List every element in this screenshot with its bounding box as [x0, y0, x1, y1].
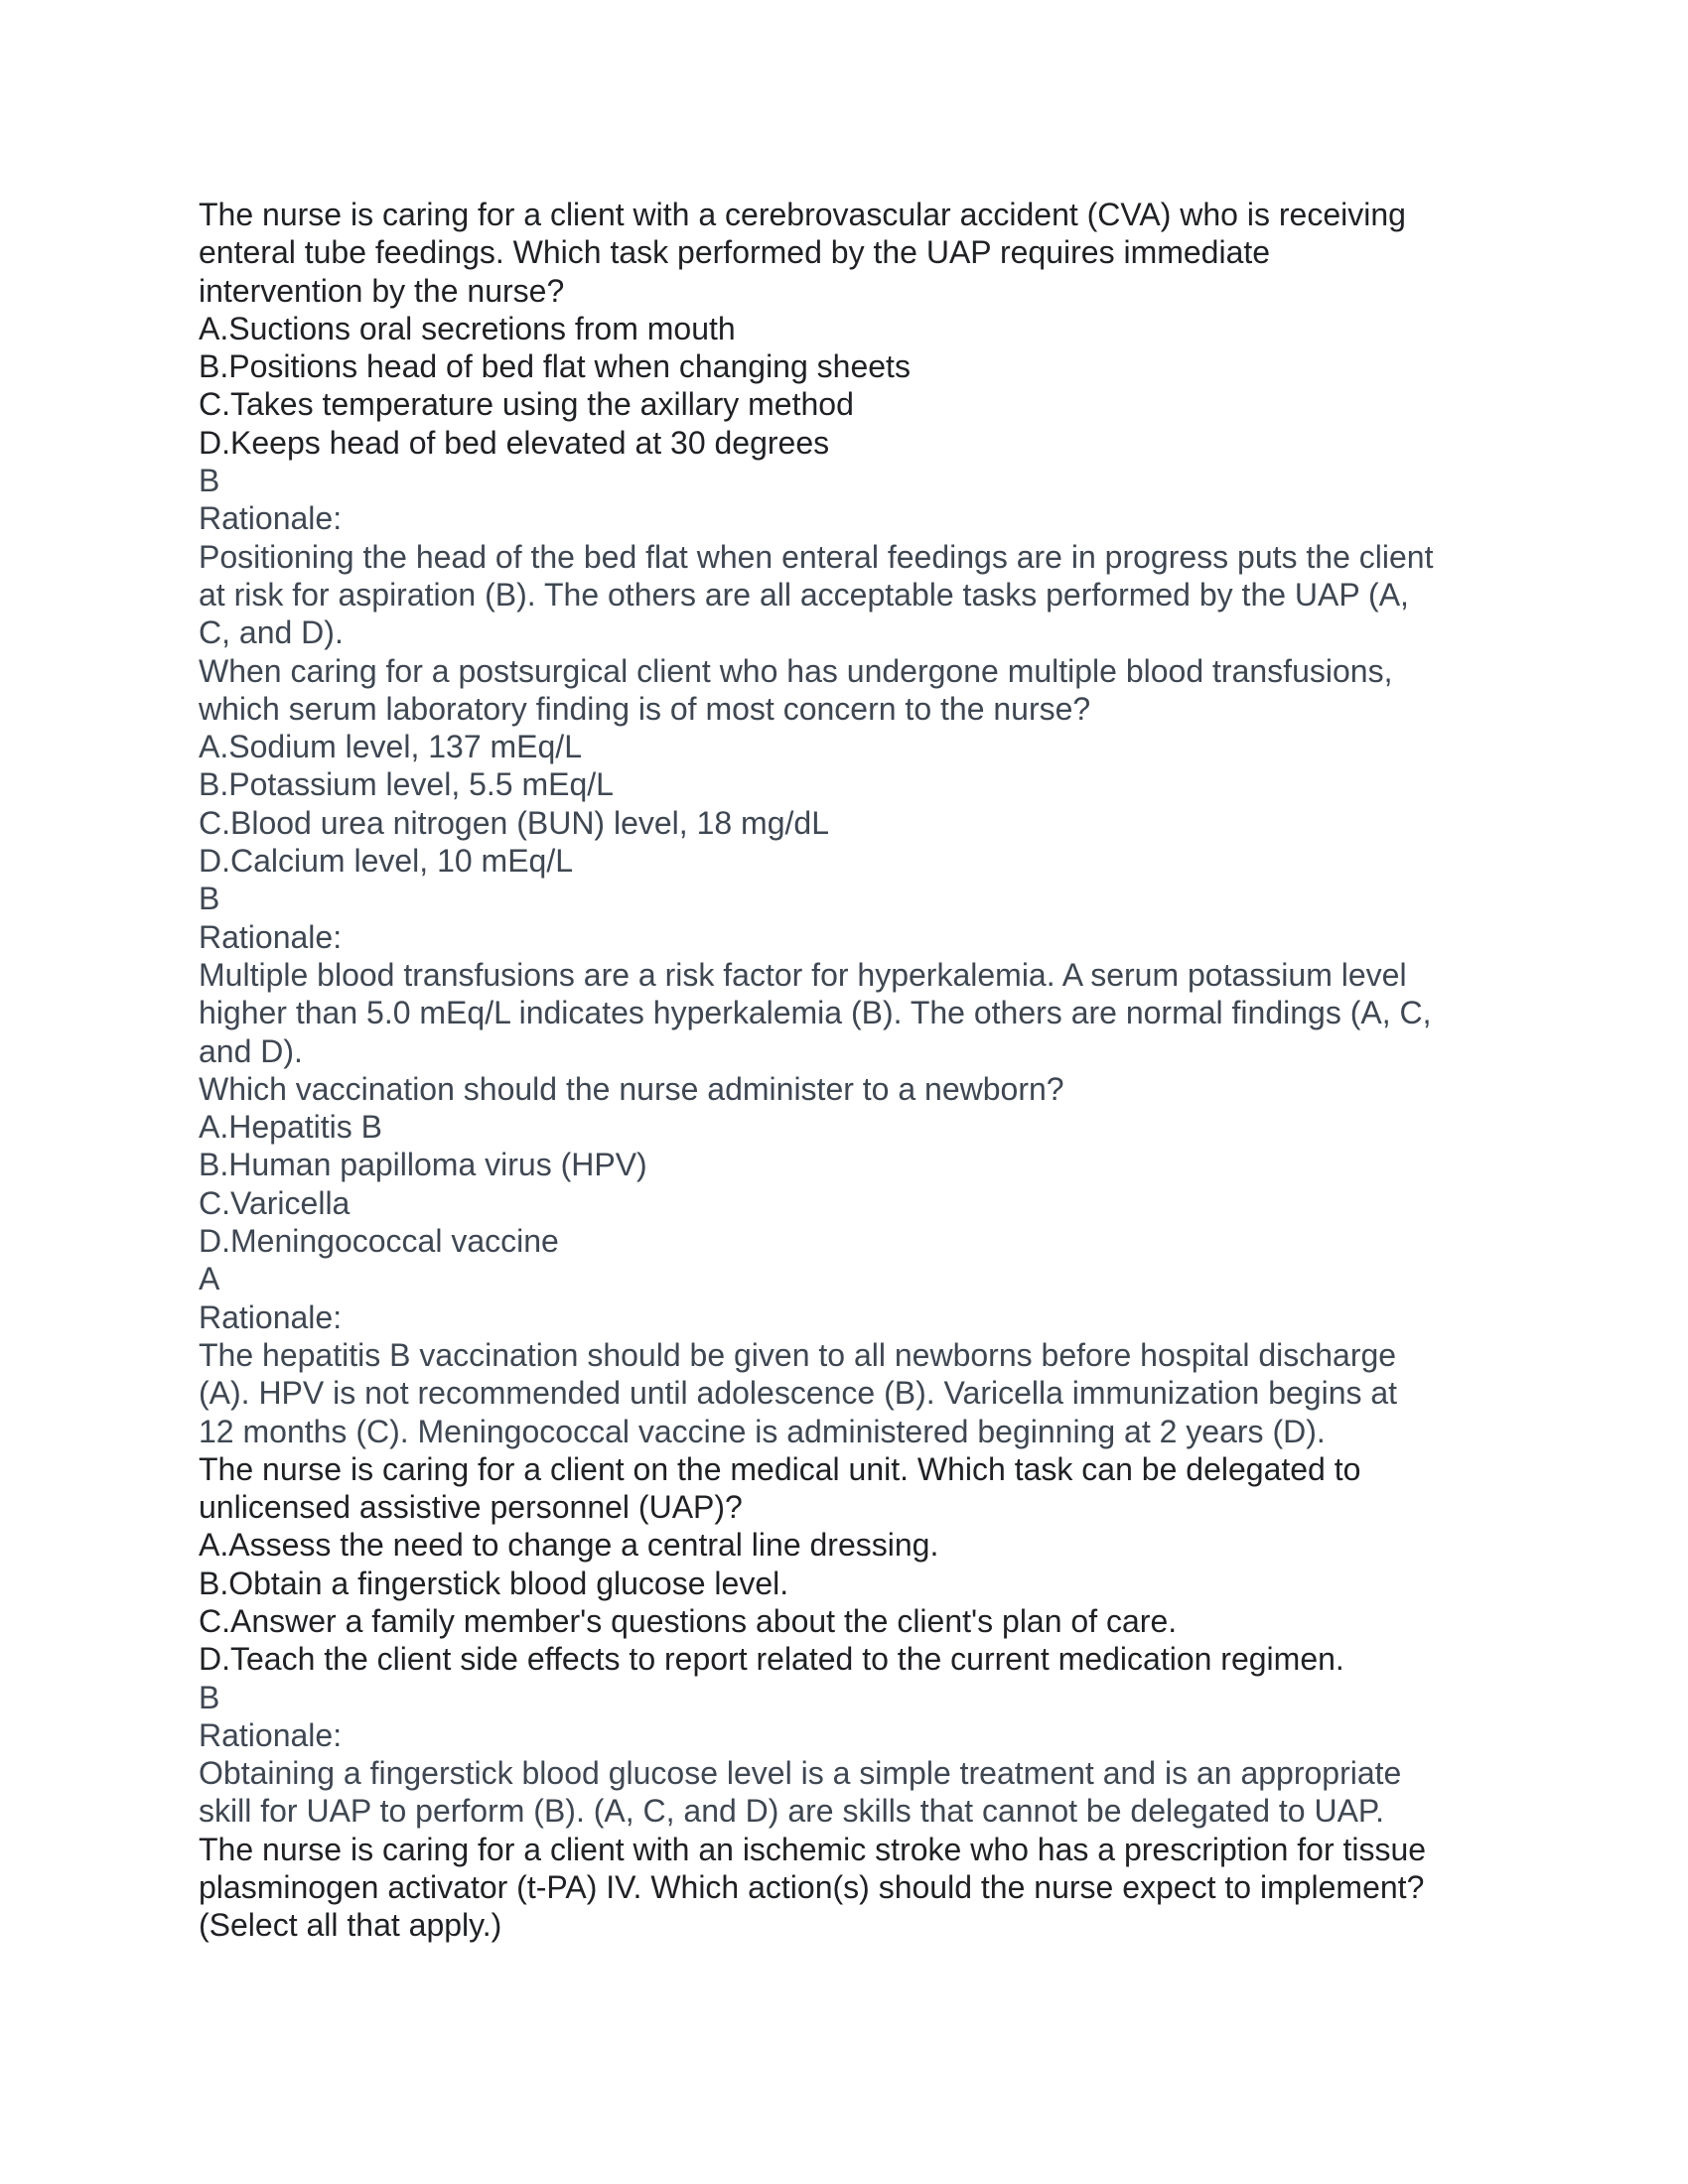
question-block-5 — [199, 1831, 1489, 1945]
rationale-text-line: at risk for aspiration (B). The others are all acceptable tasks performed by the UAP (A, — [199, 576, 1409, 613]
question-text-line: Which vaccination should the nurse administer to a newborn? — [199, 1070, 1064, 1107]
rationale-text-line: and D). — [199, 1032, 303, 1069]
answer-option: A.Sodium level, 137 mEq/L — [199, 729, 582, 765]
rationale-text-line: skill for UAP to perform (B). (A, C, and D) are skills that cannot be delegated to UAP. — [199, 1793, 1385, 1830]
rationale-text-line: Positioning the head of the bed flat when enteral feedings are in progress puts the client — [199, 538, 1434, 575]
question-text-line: intervention by the nurse? — [199, 272, 565, 309]
correct-answer: B — [199, 881, 220, 917]
answer-option: A.Assess the need to change a central line dressing. — [199, 1527, 939, 1564]
rationale-label: Rationale: — [199, 918, 343, 955]
correct-answer: B — [199, 463, 220, 499]
answer-option: B.Human papilloma virus (HPV) — [199, 1147, 647, 1183]
answer-option: B.Obtain a fingerstick blood glucose level. — [199, 1565, 789, 1601]
question-text-line: plasminogen activator (t-PA) IV. Which action(s) should the nurse expect to implement? — [199, 1869, 1425, 1906]
correct-answer: B — [199, 1679, 220, 1715]
question-text-line: (Select all that apply.) — [199, 1907, 502, 1944]
question-text-line: unlicensed assistive personnel (UAP)? — [199, 1489, 743, 1526]
document-page — [199, 196, 1489, 1945]
answer-option: C.Blood urea nitrogen (BUN) level, 18 mg/dL — [199, 804, 829, 841]
rationale-text-line: 12 months (C). Meningococcal vaccine is administered beginning at 2 years (D). — [199, 1413, 1326, 1449]
answer-option: D.Calcium level, 10 mEq/L — [199, 843, 574, 880]
rationale-label: Rationale: — [199, 1298, 343, 1335]
answer-option: D.Teach the client side effects to report related to the current medication regimen. — [199, 1641, 1344, 1678]
correct-answer: A — [199, 1261, 220, 1297]
question-text-line: enteral tube feedings. Which task performed by the UAP requires immediate — [199, 234, 1271, 271]
answer-option: C.Takes temperature using the axillary method — [199, 386, 854, 423]
rationale-text-line: C, and D). — [199, 614, 344, 651]
rationale-text-line: higher than 5.0 mEq/L indicates hyperkalemia (B). The others are normal findings (A, C, — [199, 995, 1432, 1031]
answer-option: B.Positions head of bed flat when changing sheets — [199, 348, 911, 385]
question-block-1 — [199, 196, 1489, 652]
answer-option: D.Meningococcal vaccine — [199, 1223, 559, 1260]
rationale-label: Rationale: — [199, 500, 343, 537]
rationale-text-line: Obtaining a fingerstick blood glucose level is a simple treatment and is an appropriate — [199, 1755, 1402, 1792]
question-text-line: which serum laboratory finding is of most concern to the nurse? — [199, 690, 1091, 727]
rationale-text-line: (A). HPV is not recommended until adolescence (B). Varicella immunization begins at — [199, 1375, 1398, 1412]
answer-option: B.Potassium level, 5.5 mEq/L — [199, 766, 614, 803]
question-block-3 — [199, 1070, 1489, 1450]
rationale-text-line: Multiple blood transfusions are a risk factor for hyperkalemia. A serum potassium level — [199, 956, 1407, 993]
answer-option: C.Varicella — [199, 1184, 351, 1221]
answer-option: A.Hepatitis B — [199, 1109, 382, 1146]
answer-option: D.Keeps head of bed elevated at 30 degrees — [199, 424, 830, 461]
answer-option: C.Answer a family member's questions about the client's plan of care. — [199, 1602, 1178, 1639]
answer-option: A.Suctions oral secretions from mouth — [199, 310, 736, 346]
question-text-line: The nurse is caring for a client with a cerebrovascular accident (CVA) who is receiving — [199, 197, 1406, 232]
question-text-line: The nurse is caring for a client on the medical unit. Which task can be delegated to — [199, 1450, 1361, 1487]
question-block-4 — [199, 1450, 1489, 1831]
question-text-line: The nurse is caring for a client with an ischemic stroke who has a prescription for tissue — [199, 1831, 1427, 1867]
question-text-line: When caring for a postsurgical client who has undergone multiple blood transfusions, — [199, 652, 1393, 689]
question-block-2 — [199, 652, 1489, 1070]
rationale-label: Rationale: — [199, 1716, 343, 1753]
rationale-text-line: The hepatitis B vaccination should be given to all newborns before hospital discharge — [199, 1336, 1397, 1373]
